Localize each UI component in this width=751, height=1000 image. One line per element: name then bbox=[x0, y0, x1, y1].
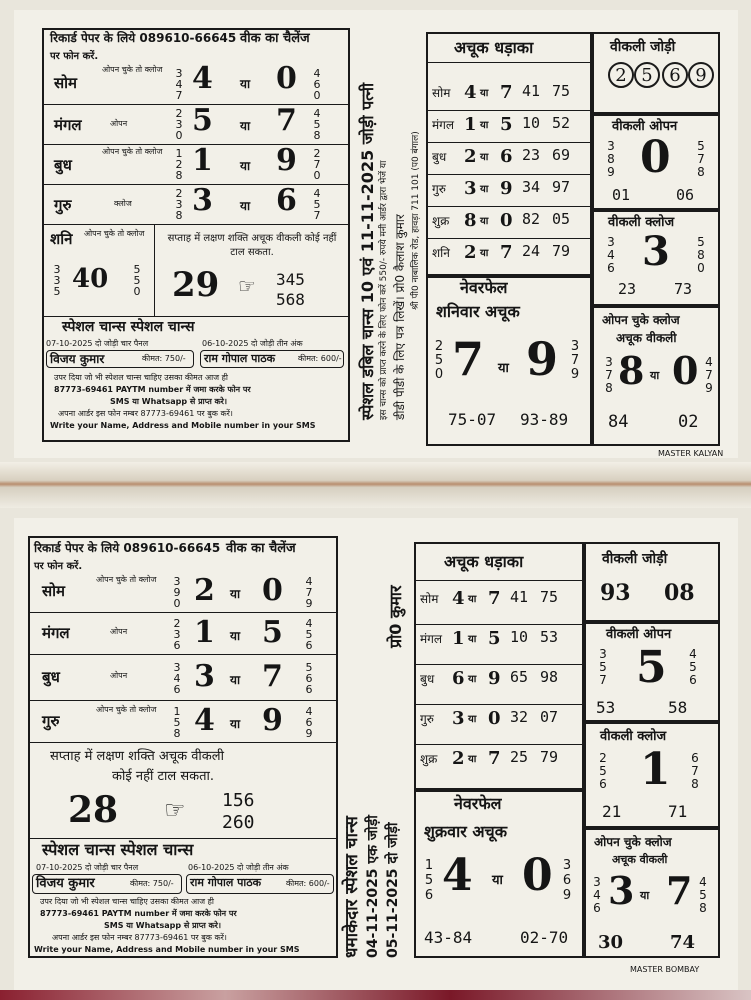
achuk-num-b: 7 bbox=[488, 748, 501, 769]
wc-right-col: 580 bbox=[697, 235, 705, 275]
achuk-pair-1: 34 bbox=[522, 178, 541, 196]
wo-left-col: 389 bbox=[607, 139, 615, 179]
jodi-pair-1: 93 bbox=[600, 580, 631, 606]
achuk-pair-2: 79 bbox=[552, 242, 571, 260]
header-phone: रिकार्ड पेपर के लिये 089610-66645 bbox=[34, 541, 221, 555]
vertical-line-4: श्री पी0 नाबालिक रोड, हावड़ा 711 101 (प0 बंगाल) bbox=[411, 131, 421, 310]
footer-line: अपना आर्डर इस फोन नम्बर 87773-69461 पर बुक करें। bbox=[58, 409, 233, 418]
right-col: 458 bbox=[313, 107, 321, 142]
num-b: 9 bbox=[276, 143, 297, 178]
right-col: 270 bbox=[313, 147, 321, 182]
achuk-day: मंगल bbox=[420, 632, 443, 646]
achuk-num-a: 3 bbox=[464, 178, 477, 199]
pair-2: 260 bbox=[222, 812, 255, 833]
achuk-title: अचूक धड़ाका bbox=[454, 38, 534, 57]
weekly-jodi-title: वीकली जोड़ी bbox=[610, 39, 676, 55]
day-label: बुध bbox=[42, 668, 60, 686]
pointing-hand-icon: ☞ bbox=[238, 274, 256, 298]
ya: या bbox=[640, 889, 650, 902]
footer-line: 87773-69461 PAYTM number में जमा करके फोन पर bbox=[40, 909, 237, 918]
achuk-num-b: 9 bbox=[500, 178, 513, 199]
weekly-challenge: वीक का चैलेंज bbox=[226, 541, 296, 556]
ya: या bbox=[240, 119, 251, 133]
ya: या bbox=[230, 673, 241, 687]
oc-num-a: 3 bbox=[608, 868, 635, 913]
wo-pair-2: 58 bbox=[668, 698, 688, 717]
achuk-num-b: 7 bbox=[500, 242, 513, 263]
jodi-circle: 2 bbox=[608, 62, 634, 88]
day-label: मंगल bbox=[42, 624, 70, 642]
footer-line: SMS या Whatsapp से प्राप्त करे। bbox=[110, 397, 227, 406]
oc-pair-2: 74 bbox=[670, 932, 696, 953]
wo-right-col: 456 bbox=[689, 647, 697, 687]
special-left-date: 07-10-2025 दो जोड़ी चार पैनल bbox=[46, 339, 149, 348]
oc-sub: अचूक वीकली bbox=[612, 853, 668, 866]
special-right-date: 06-10-2025 दो जोड़ी तीन अंक bbox=[188, 863, 289, 872]
num-b: 7 bbox=[276, 103, 297, 138]
num-a: 1 bbox=[192, 143, 213, 178]
left-panel bbox=[28, 536, 338, 958]
num-b: 5 bbox=[262, 615, 283, 650]
num-b: 9 bbox=[262, 703, 283, 738]
achuk-pair-2: 52 bbox=[552, 114, 571, 132]
achuk-day: सोम bbox=[420, 592, 439, 606]
shani-right-col: 550 bbox=[133, 263, 141, 298]
achuk-day: शुक्र bbox=[432, 214, 450, 228]
footer-line: उपर दिया जो भी स्पेशल चान्स चाहिए उसका कीमत आज ही bbox=[54, 373, 228, 382]
wc-pair-1: 21 bbox=[602, 802, 622, 821]
bottom-edge-strip bbox=[0, 990, 751, 1000]
achuk-pair-2: 05 bbox=[552, 210, 571, 228]
achuk-num-a: 2 bbox=[464, 242, 477, 263]
num-b: 7 bbox=[262, 659, 283, 694]
num-a: 5 bbox=[192, 103, 213, 138]
num-a: 2 bbox=[194, 573, 215, 608]
achuk-day: सोम bbox=[432, 86, 451, 100]
right-col: 479 bbox=[305, 575, 313, 610]
oc-pair-2: 02 bbox=[678, 412, 699, 432]
master-label: MASTER KALYAN bbox=[658, 449, 724, 458]
oc-num-b: 7 bbox=[666, 868, 693, 913]
left-col: 236 bbox=[173, 617, 181, 652]
paper-fold bbox=[0, 462, 751, 508]
achuk-num-a: 2 bbox=[464, 146, 477, 167]
day-label: मंगल bbox=[54, 116, 82, 134]
pair-1: 156 bbox=[222, 790, 255, 811]
footer-line: उपर दिया जो भी स्पेशल चान्स चाहिए उसका कीमत आज ही bbox=[40, 897, 214, 906]
achuk-pair-1: 10 bbox=[510, 628, 529, 646]
wo-num: 0 bbox=[640, 132, 671, 183]
vertical-line-3: 05-11-2025 दो जोड़ी bbox=[385, 822, 401, 958]
footer-line: अपना आर्डर इस फोन नम्बर 87773-69461 पर बुक करें। bbox=[52, 933, 227, 942]
bottom-sheet bbox=[14, 518, 738, 990]
right-col: 456 bbox=[305, 617, 313, 652]
header-call: पर फोन करें. bbox=[50, 51, 99, 62]
oc-num-b: 0 bbox=[672, 348, 699, 393]
num-a: 4 bbox=[194, 703, 215, 738]
special-left-date: 07-10-2025 दो जोड़ी चार पैनल bbox=[36, 863, 139, 872]
achuk-day: बुध bbox=[432, 150, 447, 164]
ya: या bbox=[498, 361, 509, 376]
nevarfail-title: नेवरफेल bbox=[454, 794, 502, 813]
weekly-close-title: वीकली क्लोज bbox=[608, 215, 675, 230]
num-a: 3 bbox=[192, 183, 213, 218]
achuk-num-b: 9 bbox=[488, 668, 501, 689]
left-col: 230 bbox=[175, 107, 183, 142]
nf-pair-2: 02-70 bbox=[520, 928, 569, 947]
ya: या bbox=[468, 634, 477, 645]
ya: या bbox=[240, 77, 251, 91]
ya: या bbox=[468, 754, 477, 765]
header-phone: रिकार्ड पेपर के लिये 089610-66645 bbox=[50, 31, 237, 45]
achuk-pair-2: 75 bbox=[540, 588, 559, 606]
weekly-text-2: कोई नहीं टाल सकता. bbox=[112, 769, 215, 784]
achuk-pair-2: 79 bbox=[540, 748, 559, 766]
day-note: ओपन bbox=[110, 119, 128, 128]
weekly-close-title: वीकली क्लोज bbox=[600, 729, 667, 744]
oc-right-col: 458 bbox=[699, 875, 707, 915]
achuk-num-b: 5 bbox=[488, 628, 501, 649]
achuk-num-b: 7 bbox=[488, 588, 501, 609]
wo-pair-2: 06 bbox=[676, 186, 695, 204]
nf-num-a: 7 bbox=[452, 332, 485, 386]
achuk-day: शुक्र bbox=[420, 752, 438, 766]
achuk-pair-1: 82 bbox=[522, 210, 541, 228]
saturday-achuk: शनिवार अचूक bbox=[436, 302, 520, 321]
achuk-num-a: 3 bbox=[452, 708, 465, 729]
nf-pair-1: 43-84 bbox=[424, 928, 473, 947]
left-col: 346 bbox=[173, 661, 181, 696]
achuk-num-a: 1 bbox=[452, 628, 465, 649]
nevarfail-title: नेवरफेल bbox=[460, 278, 508, 297]
top-sheet bbox=[14, 10, 738, 458]
ya: या bbox=[480, 216, 489, 227]
big-number: 29 bbox=[172, 265, 220, 305]
achuk-pair-2: 69 bbox=[552, 146, 571, 164]
day-label: गुरु bbox=[42, 712, 60, 730]
achuk-pair-1: 41 bbox=[522, 82, 541, 100]
oc-title: ओपन चुके क्लोज bbox=[602, 313, 680, 327]
ya: या bbox=[480, 184, 489, 195]
achuk-num-b: 0 bbox=[500, 210, 513, 231]
nf-left-col: 156 bbox=[424, 858, 434, 903]
vertical-line-3: डीडी पीडी के लिए पत्र लिखें। प्रो0 कैलाश कुमार bbox=[393, 214, 407, 420]
left-col: 347 bbox=[175, 67, 183, 102]
big-number: 28 bbox=[68, 789, 119, 831]
weekly-open-title: वीकली ओपन bbox=[612, 119, 678, 134]
num-b: 0 bbox=[276, 61, 297, 96]
achuk-pair-1: 24 bbox=[522, 242, 541, 260]
achuk-num-a: 8 bbox=[464, 210, 477, 231]
nf-right-col: 379 bbox=[570, 339, 580, 382]
ya: या bbox=[230, 629, 241, 643]
ya: या bbox=[480, 152, 489, 163]
wo-left-col: 357 bbox=[599, 647, 607, 687]
weekly-open-title: वीकली ओपन bbox=[606, 627, 672, 642]
vertical-line-2: 04-11-2025 एक जोड़ी bbox=[365, 815, 381, 958]
jodi-pair-2: 08 bbox=[664, 580, 695, 606]
wc-num: 3 bbox=[642, 228, 670, 275]
ya: या bbox=[240, 199, 251, 213]
day-label: बुध bbox=[54, 156, 72, 174]
achuk-num-b: 0 bbox=[488, 708, 501, 729]
wo-num: 5 bbox=[636, 642, 667, 693]
header-call: पर फोन करें. bbox=[34, 561, 83, 572]
nf-left-col: 250 bbox=[434, 339, 444, 382]
ya: या bbox=[230, 717, 241, 731]
jodi-circle: 9 bbox=[688, 62, 714, 88]
friday-achuk: शुक्रवार अचूक bbox=[424, 822, 507, 841]
special-left-name: विजय कुमार bbox=[50, 352, 105, 366]
achuk-num-b: 6 bbox=[500, 146, 513, 167]
achuk-day: शनि bbox=[432, 246, 450, 260]
ya: या bbox=[468, 714, 477, 725]
nf-pair-2: 93-89 bbox=[520, 410, 569, 429]
achuk-pair-2: 75 bbox=[552, 82, 571, 100]
day-note: ओपन चुके तो क्लोज bbox=[96, 575, 157, 584]
oc-pair-1: 84 bbox=[608, 412, 629, 432]
right-col: 457 bbox=[313, 187, 321, 222]
ya: या bbox=[492, 873, 503, 888]
master-label: MASTER BOMBAY bbox=[630, 965, 700, 974]
shani-label: शनि bbox=[50, 230, 73, 248]
footer-line: 87773-69461 PAYTM number में जमा करके फोन पर bbox=[54, 385, 251, 394]
wc-pair-1: 23 bbox=[618, 280, 637, 298]
vertical-line-4: प्रो0 कुमार bbox=[386, 585, 405, 648]
day-note: ओपन bbox=[110, 671, 128, 680]
right-col: 469 bbox=[305, 705, 313, 740]
oc-right-col: 479 bbox=[705, 355, 713, 395]
special-left-price: कीमत: 750/- bbox=[142, 354, 186, 363]
right-col: 460 bbox=[313, 67, 321, 102]
wc-right-col: 678 bbox=[691, 751, 699, 791]
achuk-day: गुरु bbox=[432, 182, 446, 196]
day-note: ओपन bbox=[110, 627, 128, 636]
achuk-day: बुध bbox=[420, 672, 435, 686]
special-right-price: कीमत: 600/- bbox=[286, 879, 330, 888]
pair-2: 568 bbox=[276, 290, 305, 309]
wc-pair-2: 71 bbox=[668, 802, 688, 821]
achuk-pair-2: 98 bbox=[540, 668, 559, 686]
nf-right-col: 369 bbox=[562, 858, 572, 903]
oc-num-a: 8 bbox=[618, 348, 645, 393]
achuk-day: मंगल bbox=[432, 118, 455, 132]
ya: या bbox=[230, 587, 241, 601]
shani-note: ओपन चुके तो क्लोज bbox=[84, 229, 145, 238]
achuk-num-a: 4 bbox=[452, 588, 465, 609]
day-label: सोम bbox=[42, 582, 65, 600]
achuk-pair-1: 23 bbox=[522, 146, 541, 164]
day-note: क्लोज bbox=[114, 199, 132, 208]
day-label: गुरु bbox=[54, 196, 72, 214]
pointing-hand-icon: ☞ bbox=[164, 796, 186, 824]
achuk-pair-1: 32 bbox=[510, 708, 529, 726]
day-note: ओपन चुके तो क्लोज bbox=[96, 705, 157, 714]
left-col: 128 bbox=[175, 147, 183, 182]
weekly-jodi-title: वीकली जोड़ी bbox=[602, 551, 668, 567]
wc-left-col: 256 bbox=[599, 751, 607, 791]
ya: या bbox=[650, 369, 660, 382]
ya: या bbox=[480, 120, 489, 131]
ya: या bbox=[468, 674, 477, 685]
nf-pair-1: 75-07 bbox=[448, 410, 497, 429]
special-title: स्पेशल चान्स स्पेशल चान्स bbox=[42, 840, 194, 859]
weekly-text-1: सप्ताह में लक्षण शक्ति अचूक वीकली bbox=[50, 749, 224, 764]
num-a: 1 bbox=[194, 615, 215, 650]
nf-num-b: 0 bbox=[522, 850, 553, 901]
vertical-line-2: इस चान्स को प्राप्त करने के लिए फोन करें 550/- रुपये मनी आर्डर द्वारा भेजें या bbox=[379, 160, 389, 420]
special-right-name: राम गोपाल पाठक bbox=[204, 352, 276, 365]
footer-line: Write your Name, Address and Mobile number in your SMS bbox=[50, 421, 316, 430]
achuk-num-a: 1 bbox=[464, 114, 477, 135]
num-b: 0 bbox=[262, 573, 283, 608]
ya: या bbox=[240, 159, 251, 173]
num-b: 6 bbox=[276, 183, 297, 218]
achuk-pair-1: 65 bbox=[510, 668, 529, 686]
achuk-num-a: 4 bbox=[464, 82, 477, 103]
ya: या bbox=[480, 248, 489, 259]
special-left-price: कीमत: 750/- bbox=[130, 879, 174, 888]
day-label: सोम bbox=[54, 74, 77, 92]
weekly-challenge: वीक का चैलेंज bbox=[240, 31, 310, 46]
achuk-pair-1: 41 bbox=[510, 588, 529, 606]
vertical-title: स्पेशल डबिल चान्स 10 एवं 11-11-2025 जोड़ी पत्नी bbox=[358, 82, 377, 420]
footer-line: Write your Name, Address and Mobile number in your SMS bbox=[34, 945, 300, 954]
achuk-num-b: 5 bbox=[500, 114, 513, 135]
left-col: 158 bbox=[173, 705, 181, 740]
pair-1: 345 bbox=[276, 270, 305, 289]
special-title: स्पेशल चान्स स्पेशल चान्स bbox=[62, 319, 195, 335]
achuk-pair-2: 53 bbox=[540, 628, 559, 646]
special-right-price: कीमत: 600/- bbox=[298, 354, 342, 363]
special-right-date: 06-10-2025 दो जोड़ी तीन अंक bbox=[202, 339, 303, 348]
jodi-circle: 6 bbox=[662, 62, 688, 88]
day-note: ओपन चुके तो क्लोज bbox=[102, 147, 163, 156]
achuk-title: अचूक धड़ाका bbox=[444, 552, 524, 571]
achuk-num-b: 7 bbox=[500, 82, 513, 103]
wo-right-col: 578 bbox=[697, 139, 705, 179]
wo-pair-1: 53 bbox=[596, 698, 616, 717]
footer-line: SMS या Whatsapp से प्राप्त करे। bbox=[104, 921, 221, 930]
achuk-pair-1: 10 bbox=[522, 114, 541, 132]
oc-sub: अचूक वीकली bbox=[616, 331, 677, 345]
achuk-day: गुरु bbox=[420, 712, 434, 726]
oc-left-col: 378 bbox=[605, 355, 613, 395]
oc-title: ओपन चुके क्लोज bbox=[594, 835, 672, 849]
achuk-pair-2: 97 bbox=[552, 178, 571, 196]
achuk-num-a: 6 bbox=[452, 668, 465, 689]
achuk-num-a: 2 bbox=[452, 748, 465, 769]
shani-left-col: 335 bbox=[53, 263, 61, 298]
special-right-name: राम गोपाल पाठक bbox=[190, 876, 262, 889]
left-col: 238 bbox=[175, 187, 183, 222]
oc-pair-1: 30 bbox=[598, 932, 624, 953]
wc-num: 1 bbox=[640, 744, 671, 795]
wc-left-col: 346 bbox=[607, 235, 615, 275]
right-col: 566 bbox=[305, 661, 313, 696]
special-left-name: विजय कुमार bbox=[36, 876, 95, 891]
oc-left-col: 346 bbox=[593, 875, 601, 915]
nf-num-a: 4 bbox=[442, 850, 473, 901]
num-a: 4 bbox=[192, 61, 213, 96]
left-col: 390 bbox=[173, 575, 181, 610]
wc-pair-2: 73 bbox=[674, 280, 693, 298]
achuk-pair-2: 07 bbox=[540, 708, 559, 726]
num-a: 3 bbox=[194, 659, 215, 694]
ya: या bbox=[468, 594, 477, 605]
vertical-title: धमाकेदार स्पेशल चान्स bbox=[342, 816, 362, 958]
nf-num-b: 9 bbox=[526, 332, 559, 386]
jodi-circle: 5 bbox=[634, 62, 660, 88]
achuk-pair-1: 25 bbox=[510, 748, 529, 766]
day-note: ओपन चुके तो क्लोज bbox=[102, 65, 163, 74]
wo-pair-1: 01 bbox=[612, 186, 631, 204]
ya: या bbox=[480, 88, 489, 99]
weekly-text: सप्ताह में लक्षण शक्ति अचूक वीकली कोई नहीं टाल सकता. bbox=[167, 233, 337, 258]
shani-num: 40 bbox=[72, 264, 109, 294]
